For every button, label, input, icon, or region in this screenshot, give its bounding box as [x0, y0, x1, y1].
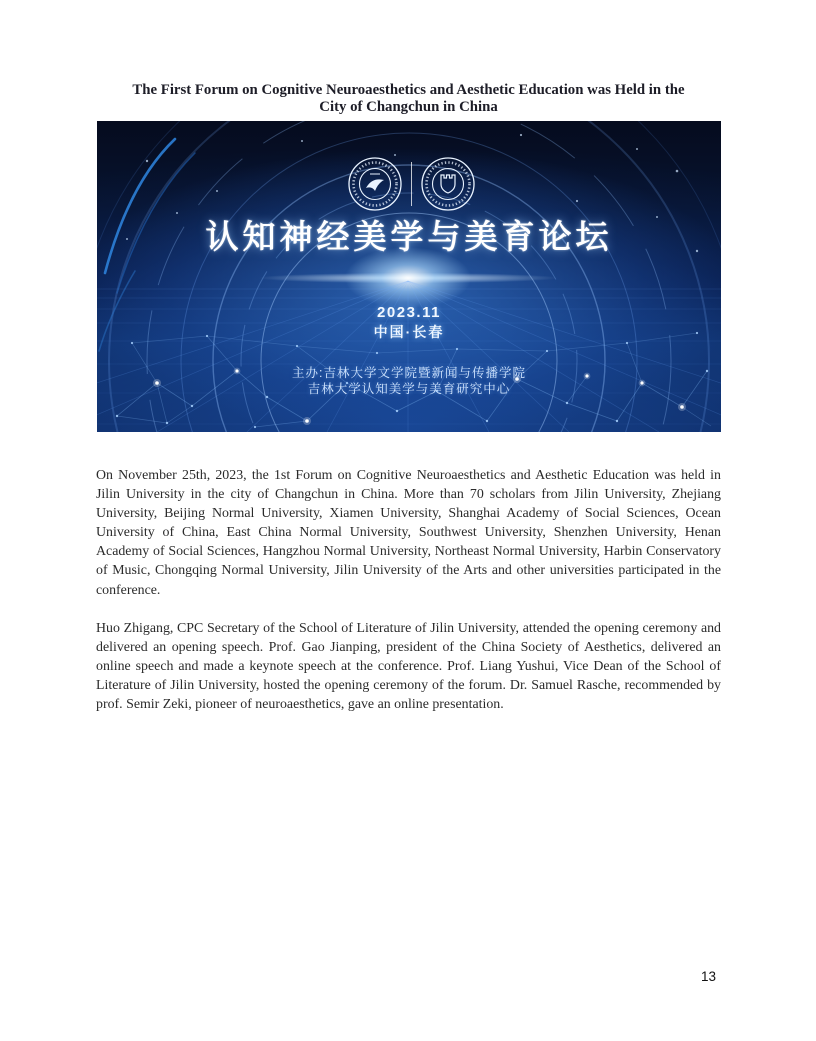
banner-host-line-1: 主办:吉林大学文学院暨新闻与传播学院 [292, 366, 526, 380]
page-title-line-2: City of Changchun in China [319, 99, 498, 116]
banner-hosts [97, 366, 721, 397]
banner-location: 中国·长春 [373, 324, 445, 340]
banner-host-line-2: 吉林大学认知美学与美育研究中心 [307, 381, 511, 396]
page-number: 13 [701, 969, 717, 984]
jilin-university-logo-icon [349, 158, 401, 210]
paragraph-1: On November 25th, 2023, the 1st Forum on Cognitive Neuroaesthetics and Aesthetic Education was held in Jilin University in the city of Changchun in China. More than 70 scholars from Jilin University, Zhejiang University, Beijing Normal University, Xiamen University, Shanghai Academy of Social Sciences, Ocean University of China, East China Normal University, Southwest University, Shenzhen University, Henan Academy of Social Sciences, Hangzhou Normal University, Northeast Normal University, Harbin Conservatory of Music, Chongqing Normal University, Jilin University of the Arts and other universities participated in the conference. [96, 468, 721, 598]
article-body [96, 466, 721, 714]
forum-banner-image [97, 121, 721, 432]
paragraph-2: Huo Zhigang, CPC Secretary of the School of Literature of Jilin University, attended the opening ceremony and delivered an opening speech. Prof. Gao Jianping, president of the China Society of Aesthetics, delivered an online speech and made a keynote speech at the conference. Prof. Liang Yushui, Vice Dean of the School of Literature of Jilin University, hosted the opening ceremony of the forum. Dr. Samuel Rasche, recommended by prof. Semir Zeki, pioneer of neuroaesthetics, gave an online presentation. [96, 620, 721, 713]
banner-date: 2023.11 [377, 304, 441, 321]
school-of-literature-logo-icon [422, 158, 474, 210]
page-title-line-1: The First Forum on Cognitive Neuroaesthetics and Aesthetic Education was Held in the [132, 82, 685, 98]
page-title [96, 82, 721, 117]
banner-forum-title-cn: 认知神经美学与美育论坛 [205, 220, 613, 256]
